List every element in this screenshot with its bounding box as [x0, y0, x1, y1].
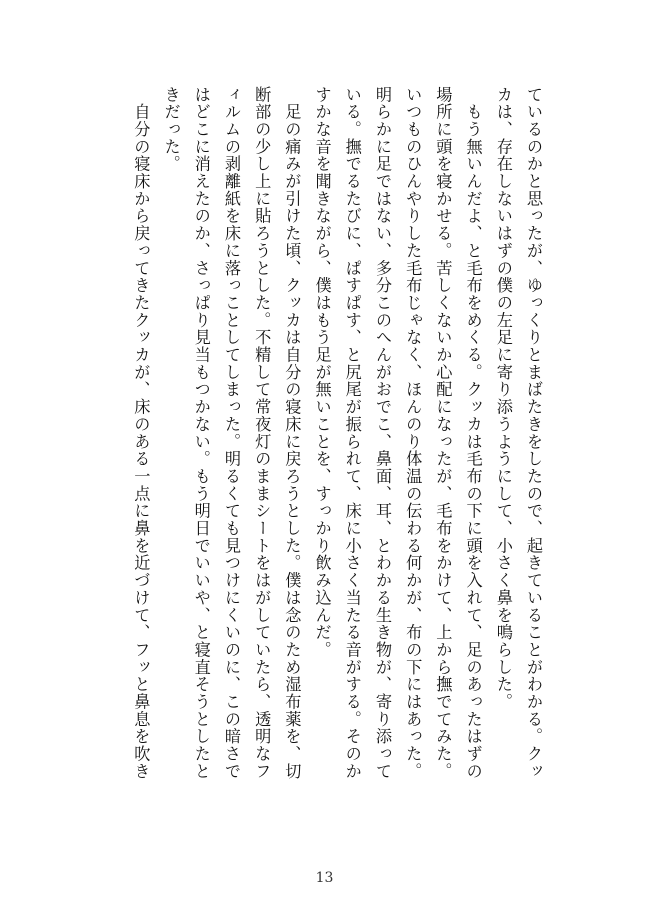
text-column: 自分の寝床から戻ってきたクッカが、床のある一点に鼻を近づけて、フッと鼻息を吹き — [131, 86, 151, 780]
page-number: 13 — [315, 870, 334, 886]
text-column: ているのかと思ったが、ゆっくりとまばたきをしたので、起きていることがわかる。クッ — [524, 86, 543, 780]
text-column: もう無いんだよ、と毛布をめくる。クッカは毛布の下に頭を入れて、足のあったはずの — [463, 86, 483, 780]
text-column: ィルムの剥離紙を床に落っことしてしまった。明るくても見つけにくいのに、この暗さで — [221, 86, 241, 780]
text-column: きだった。 — [161, 86, 181, 173]
text-column: いる。撫でるたびに、ぱすぱす、と尻尾が振られて、床に小さく当たる音がする。そのか — [342, 86, 362, 780]
text-column: 足の痛みが引けた頃、クッカは自分の寝床に戻ろうとした。僕は念のため湿布薬を、切 — [282, 86, 302, 780]
text-column: 断部の少し上に貼ろうとした。不精して常夜灯のままシートをはがしていたら、透明なフ — [252, 86, 272, 780]
vertical-body-text — [98, 86, 548, 852]
text-column: カは、存在しないはずの僕の左足に寄り添うようにして、小さく鼻を鳴らした。 — [493, 86, 513, 711]
text-column: 明らかに足ではない、多分このへんがおでこ、鼻面、耳、とわかる生き物が、寄り添って — [372, 86, 392, 780]
text-column: いつものひんやりした毛布じゃなく、ほんのり体温の伝わる何かが、布の下にはあった。 — [403, 86, 423, 780]
text-column: すかな音を聞きながら、僕はもう足が無いことを、すっかり飲み込んだ。 — [312, 86, 332, 659]
text-column: はどこに消えたのか、さっぱり見当もつかない。もう明日でいいや、と寝直そうとしたと — [191, 86, 211, 780]
text-column: 場所に頭を寝かせる。苦しくないか心配になったが、毛布をかけて、上から撫でてみた。 — [433, 86, 453, 780]
